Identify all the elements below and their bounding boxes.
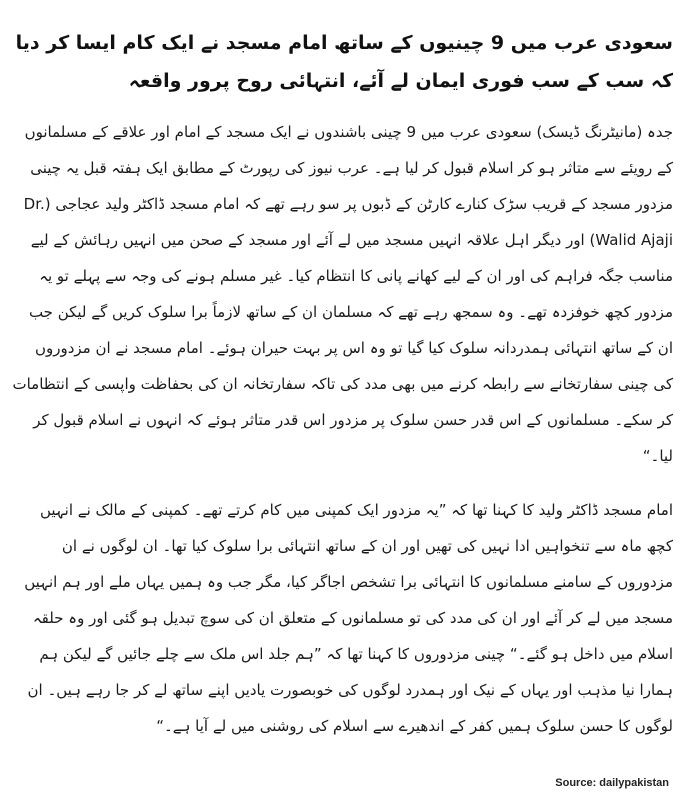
source-credit: Source: dailypakistan xyxy=(555,777,669,789)
article-headline: سعودی عرب میں 9 چینیوں کے ساتھ امام مسجد نے ایک کام ایسا کر دیا کہ سب کے سب فوری ایمان لے آئے، انتہائی روح پرور واقعہ xyxy=(15,32,673,92)
article-paragraph-2: امام مسجد ڈاکٹر ولید کا کہنا تھا کہ ”یہ مزدور ایک کمپنی میں کام کرتے تھے۔ کمپنی کے مالک نے انہیں کچھ ماہ سے تنخواہیں ادا نہیں کی تھیں اور ان کے ساتھ انتہائی برا سلوک کیا تھا۔ ان لوگوں نے ان مزدوروں کے سامنے مسلمانوں کا انتہائی برا تشخص اجاگر کیا، مگر جب وہ ہمیں یہاں ملے اور ہم انہیں مسجد میں لے کر آئے اور ان کی مدد کی تو مسلمانوں کے متعلق ان کی سوچ تبدیل ہو گئی اور وہ حلقہ اسلام میں داخل ہو گئے۔“ چینی مزدوروں کا کہنا تھا کہ ”ہم جلد اس ملک سے چلے جائیں گے لیکن ہم ہمارا نیا مذہب اور یہاں کے نیک اور ہمدرد لوگوں کی خوبصورت یادیں اپنے ساتھ لے کر جا رہے ہیں۔ ان لوگوں کا حسن سلوک ہمیں کفر کے اندھیرے سے اسلام کی روشنی میں لے آیا ہے۔“ xyxy=(24,501,673,735)
article xyxy=(12,24,673,762)
article-paragraph-1: جدہ (مانیٹرنگ ڈیسک) سعودی عرب میں 9 چینی باشندوں نے ایک مسجد کے امام اور علاقے کے مسلمانوں کے رویئے سے متاثر ہو کر اسلام قبول کر لیا ہے۔ عرب نیوز کی رپورٹ کے مطابق ایک ہفتہ قبل یہ چینی مزدور مسجد کے قریب سڑک کنارے کارٹن کے ڈبوں پر سو رہے تھے کہ امام مسجد ڈاکٹر ولید عجاجی (Dr. Walid Ajaji) اور دیگر اہل علاقہ انہیں مسجد میں لے آئے اور مسجد کے صحن میں انہیں رہائش کے لیے مناسب جگہ فراہم کی اور ان کے لیے کھانے پانی کا انتظام کیا۔ غیر مسلم ہونے کی وجہ سے پہلے تو یہ مزدور کچھ خوفزدہ تھے۔ وہ سمجھ رہے تھے کہ مسلمان ان کے ساتھ لازماً برا سلوک کریں گے لیکن جب ان کے ساتھ انتہائی ہمدردانہ سلوک کیا گیا تو وہ اس پر بہت حیران ہوئے۔ امام مسجد نے ان مزدوروں کی چینی سفارتخانے سے رابطہ کرنے میں بھی مدد کی تاکہ سفارتخانہ ان کی بحفاظت واپسی کے انتظامات کر سکے۔ مسلمانوں کے اس قدر حسن سلوک پر مزدور اس قدر متاثر ہوئے کہ انہوں نے اسلام قبول کر لیا۔“ xyxy=(12,123,673,465)
